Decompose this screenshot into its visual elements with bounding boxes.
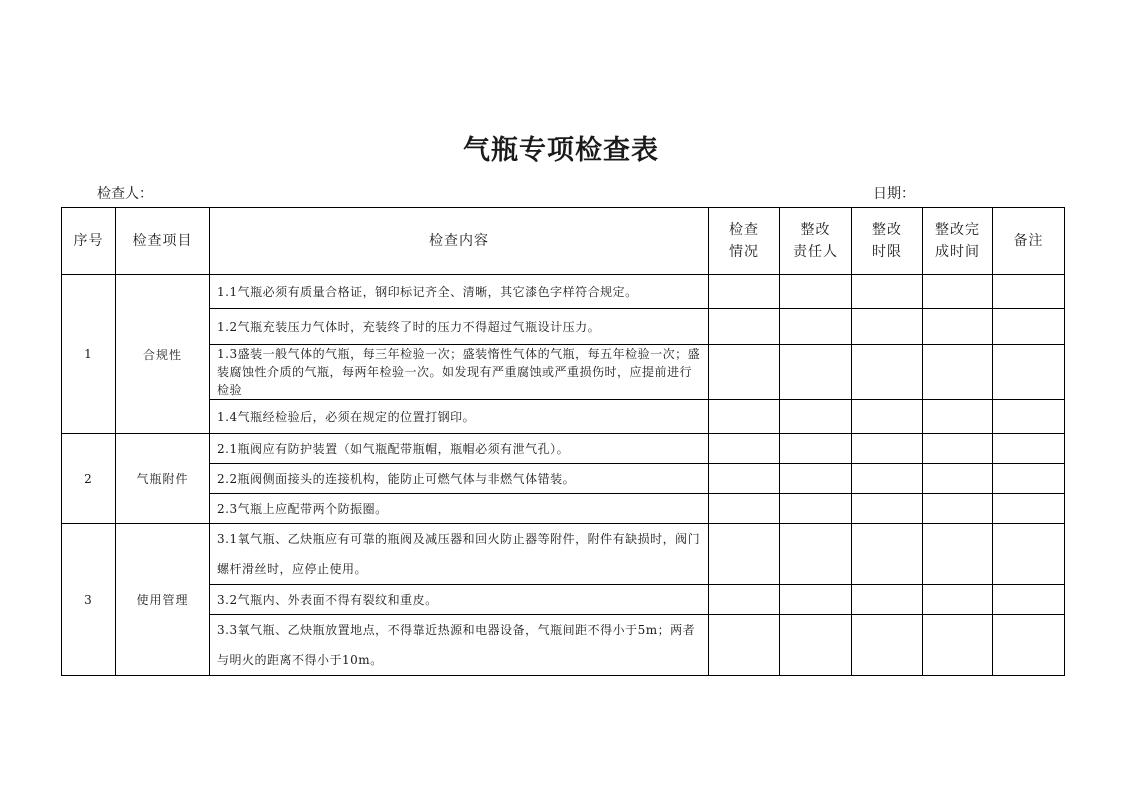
table-row [62,345,1065,400]
check-content: 2.3气瓶上应配带两个防振圈。 [210,494,709,524]
deadline-cell[interactable] [852,585,923,615]
deadline-cell[interactable] [852,524,923,585]
header-done [923,208,993,275]
status-cell[interactable] [709,400,780,434]
inspection-table [61,207,1065,676]
section-number: 1 [62,275,116,434]
remark-cell[interactable] [993,345,1065,400]
table-row [62,464,1065,494]
header-deadline [852,208,923,275]
deadline-cell[interactable] [852,275,923,309]
table-row [62,400,1065,434]
owner-cell[interactable] [780,434,852,464]
check-content: 2.2瓶阀侧面接头的连接机构，能防止可燃气体与非燃气体错装。 [210,464,709,494]
header-row [62,208,1065,275]
remark-cell[interactable] [993,585,1065,615]
header-owner [780,208,852,275]
header-status-line1: 检查 [729,222,759,238]
section-item: 气瓶附件 [116,434,210,524]
date-label: 日期： [873,186,915,202]
done-cell[interactable] [923,345,993,400]
remark-cell[interactable] [993,524,1065,585]
deadline-cell[interactable] [852,464,923,494]
table-row [62,275,1065,309]
header-done-line2: 成时间 [935,244,980,260]
done-cell[interactable] [923,434,993,464]
done-cell[interactable] [923,524,993,585]
owner-cell[interactable] [780,345,852,400]
inspector-label: 检查人： [97,186,153,202]
deadline-cell[interactable] [852,615,923,676]
check-content: 1.2气瓶充装压力气体时，充装终了时的压力不得超过气瓶设计压力。 [210,309,709,345]
deadline-cell[interactable] [852,494,923,524]
table-row [62,615,1065,676]
table-row [62,494,1065,524]
header-owner-line2: 责任人 [793,244,838,260]
check-content: 1.1气瓶必须有质量合格证，钢印标记齐全、清晰，其它漆色字样符合规定。 [210,275,709,309]
header-remark: 备注 [993,208,1065,275]
status-cell[interactable] [709,464,780,494]
remark-cell[interactable] [993,615,1065,676]
section-item: 使用管理 [116,524,210,676]
status-cell[interactable] [709,309,780,345]
header-owner-line1: 整改 [800,222,831,238]
header-seq: 序号 [62,208,116,275]
table-row [62,524,1065,585]
document-title: 气瓶专项检查表 [463,135,659,166]
section-item: 合规性 [116,275,210,434]
done-cell[interactable] [923,400,993,434]
owner-cell[interactable] [780,400,852,434]
owner-cell[interactable] [780,275,852,309]
deadline-cell[interactable] [852,345,923,400]
remark-cell[interactable] [993,494,1065,524]
remark-cell[interactable] [993,400,1065,434]
header-done-line1: 整改完 [935,222,980,238]
header-status [709,208,780,275]
deadline-cell[interactable] [852,309,923,345]
done-cell[interactable] [923,275,993,309]
section-number: 3 [62,524,116,676]
done-cell[interactable] [923,464,993,494]
check-content: 3.2气瓶内、外表面不得有裂纹和重皮。 [210,585,709,615]
status-cell[interactable] [709,585,780,615]
remark-cell[interactable] [993,275,1065,309]
check-content: 2.1瓶阀应有防护装置（如气瓶配带瓶帽，瓶帽必须有泄气孔）。 [210,434,709,464]
deadline-cell[interactable] [852,400,923,434]
done-cell[interactable] [923,309,993,345]
done-cell[interactable] [923,615,993,676]
table-row [62,434,1065,464]
status-cell[interactable] [709,494,780,524]
owner-cell[interactable] [780,494,852,524]
owner-cell[interactable] [780,615,852,676]
done-cell[interactable] [923,585,993,615]
status-cell[interactable] [709,615,780,676]
status-cell[interactable] [709,524,780,585]
header-deadline-line1: 整改 [872,222,902,238]
remark-cell[interactable] [993,464,1065,494]
remark-cell[interactable] [993,434,1065,464]
section-number: 2 [62,434,116,524]
owner-cell[interactable] [780,585,852,615]
check-content: 1.3盛装一般气体的气瓶，每三年检验一次；盛装惰性气体的气瓶，每五年检验一次；盛装腐蚀性介质的气瓶，每两年检验一次。如发现有严重腐蚀或严重损伤时，应提前进行检验 [210,345,709,400]
remark-cell[interactable] [993,309,1065,345]
header-status-line2: 情况 [729,244,759,260]
status-cell[interactable] [709,345,780,400]
check-content: 1.4气瓶经检验后，必须在规定的位置打钢印。 [210,400,709,434]
status-cell[interactable] [709,434,780,464]
deadline-cell[interactable] [852,434,923,464]
table-row [62,309,1065,345]
done-cell[interactable] [923,494,993,524]
header-item: 检查项目 [116,208,210,275]
owner-cell[interactable] [780,464,852,494]
status-cell[interactable] [709,275,780,309]
header-content: 检查内容 [210,208,709,275]
check-content: 3.1氧气瓶、乙炔瓶应有可靠的瓶阀及减压器和回火防止器等附件，附件有缺损时，阀门螺杆滑丝时，应停止使用。 [210,524,709,585]
owner-cell[interactable] [780,524,852,585]
check-content: 3.3氧气瓶、乙炔瓶放置地点，不得靠近热源和电器设备，气瓶间距不得小于5m；两者与明火的距离不得小于10m。 [210,615,709,676]
table-row [62,585,1065,615]
owner-cell[interactable] [780,309,852,345]
header-deadline-line2: 时限 [872,244,902,260]
